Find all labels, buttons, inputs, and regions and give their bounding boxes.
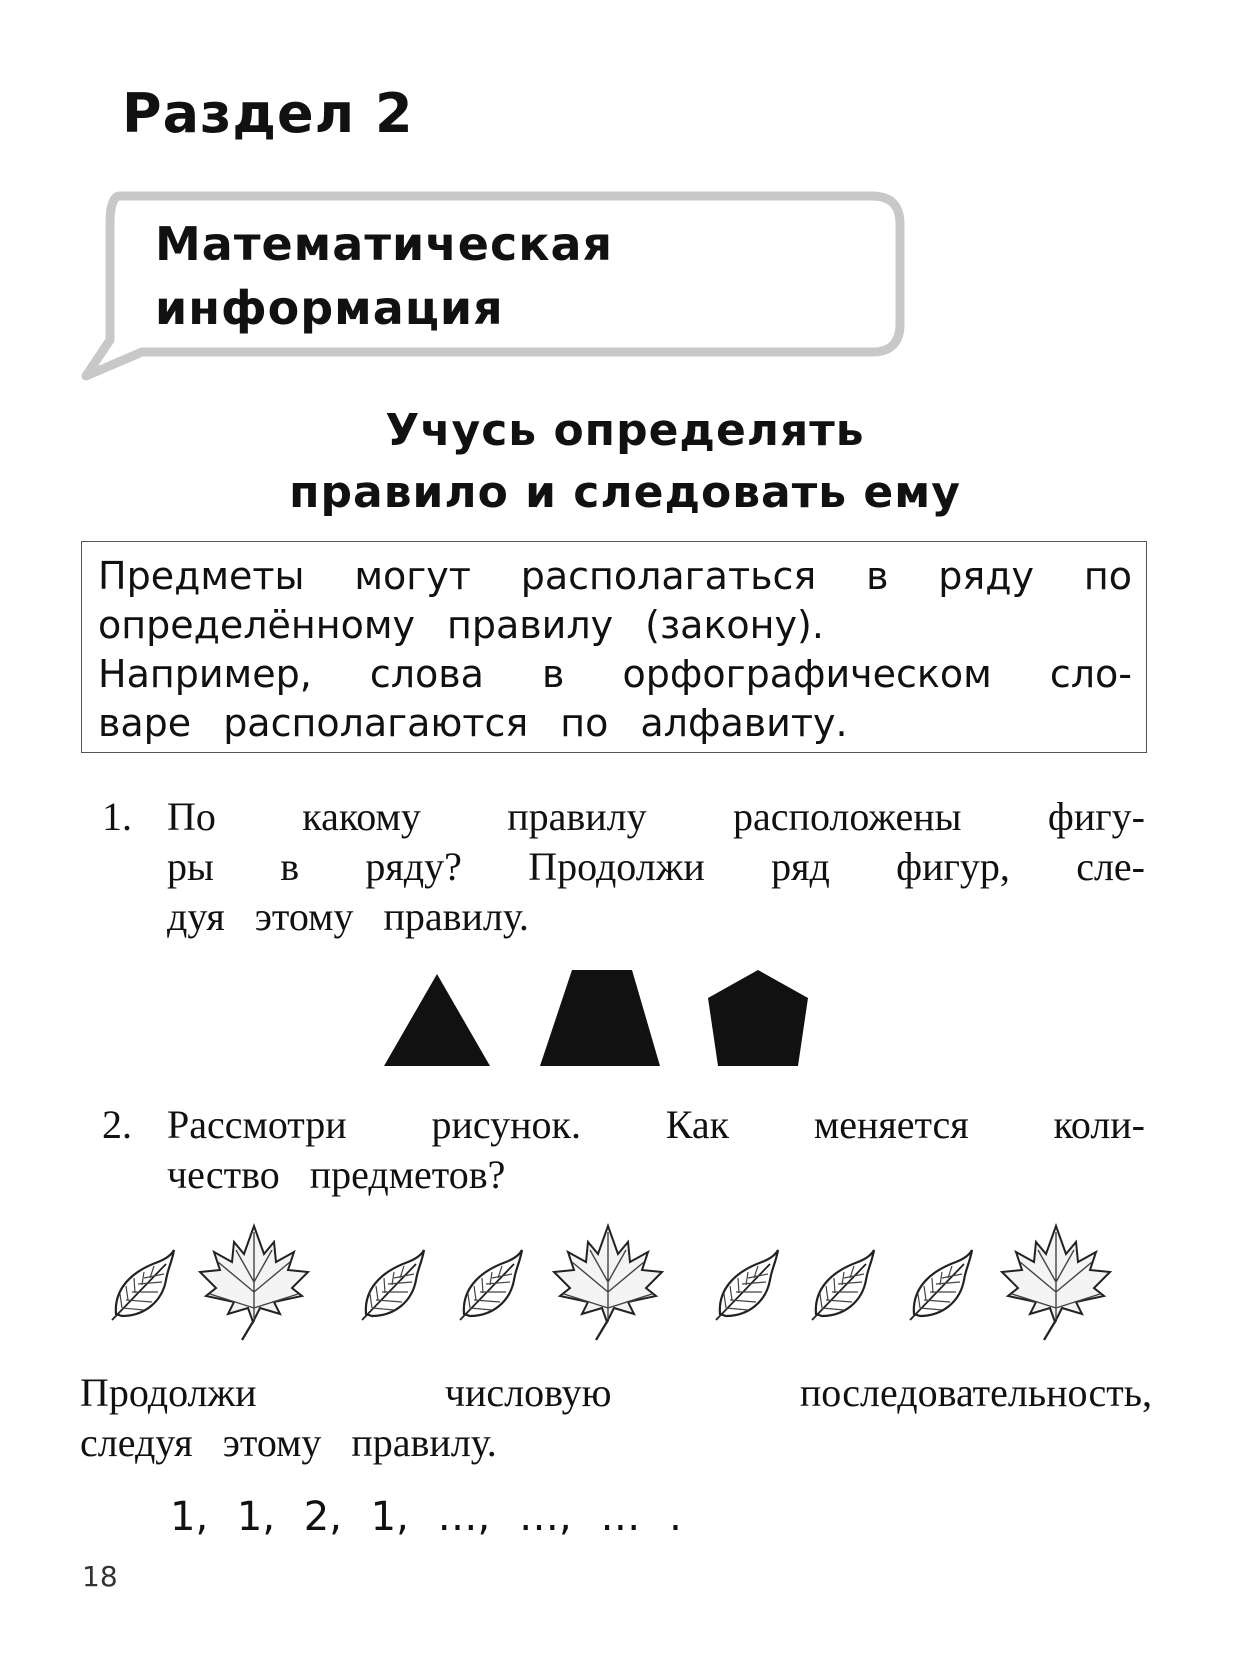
birch-leaf-icon (716, 1250, 778, 1320)
rule-line-2: определённому правилу (закону). (98, 603, 824, 647)
maple-leaf-icon (554, 1226, 662, 1340)
shapes-row (380, 962, 860, 1068)
task-1-line-2: ры в ряду? Продолжи ряд фигур, сле- (167, 844, 1145, 889)
number-sequence: 1, 1, 2, 1, …, …, … . (170, 1494, 682, 1540)
birch-leaf-icon (812, 1250, 874, 1320)
maple-leaf-icon (200, 1226, 308, 1340)
lesson-title (150, 400, 1100, 524)
rule-line-3: Например, слова в орфографическом сло- (98, 652, 1132, 696)
maple-leaf-icon (1002, 1226, 1110, 1340)
trapezoid-shape (540, 970, 660, 1066)
task-2-line-2: чество предметов? (167, 1152, 506, 1197)
birch-leaf-icon (362, 1250, 424, 1320)
triangle-shape (384, 974, 490, 1066)
topic-title (155, 212, 613, 340)
continue-line-2: следуя этому правилу. (80, 1420, 497, 1465)
pentagon-shape (708, 970, 808, 1066)
lesson-line-1: Учусь определять (385, 405, 865, 456)
task-2-number: 2. (102, 1102, 132, 1147)
section-label: Раздел 2 (122, 82, 414, 145)
continue-line-1: Продолжи числовую последовательность, (80, 1370, 1152, 1415)
page-number: 18 (82, 1560, 118, 1593)
birch-leaf-icon (460, 1250, 522, 1320)
task-2-line-1: Рассмотри рисунок. Как меняется коли- (167, 1102, 1145, 1147)
task-1-number: 1. (102, 794, 132, 839)
task-1-line-1: По какому правилу расположены фигу- (167, 794, 1145, 839)
rule-line-4: варе располагаются по алфавиту. (98, 701, 848, 745)
task-1-line-3: дуя этому правилу. (167, 894, 529, 939)
topic-line-2: информация (155, 281, 504, 335)
birch-leaf-icon (910, 1250, 972, 1320)
lesson-line-2: правило и следовать ему (289, 467, 961, 518)
birch-leaf-icon (112, 1250, 174, 1320)
leaves-row (100, 1222, 1120, 1342)
topic-line-1: Математическая (155, 217, 614, 271)
rule-line-1: Предметы могут располагаться в ряду по (98, 554, 1132, 598)
